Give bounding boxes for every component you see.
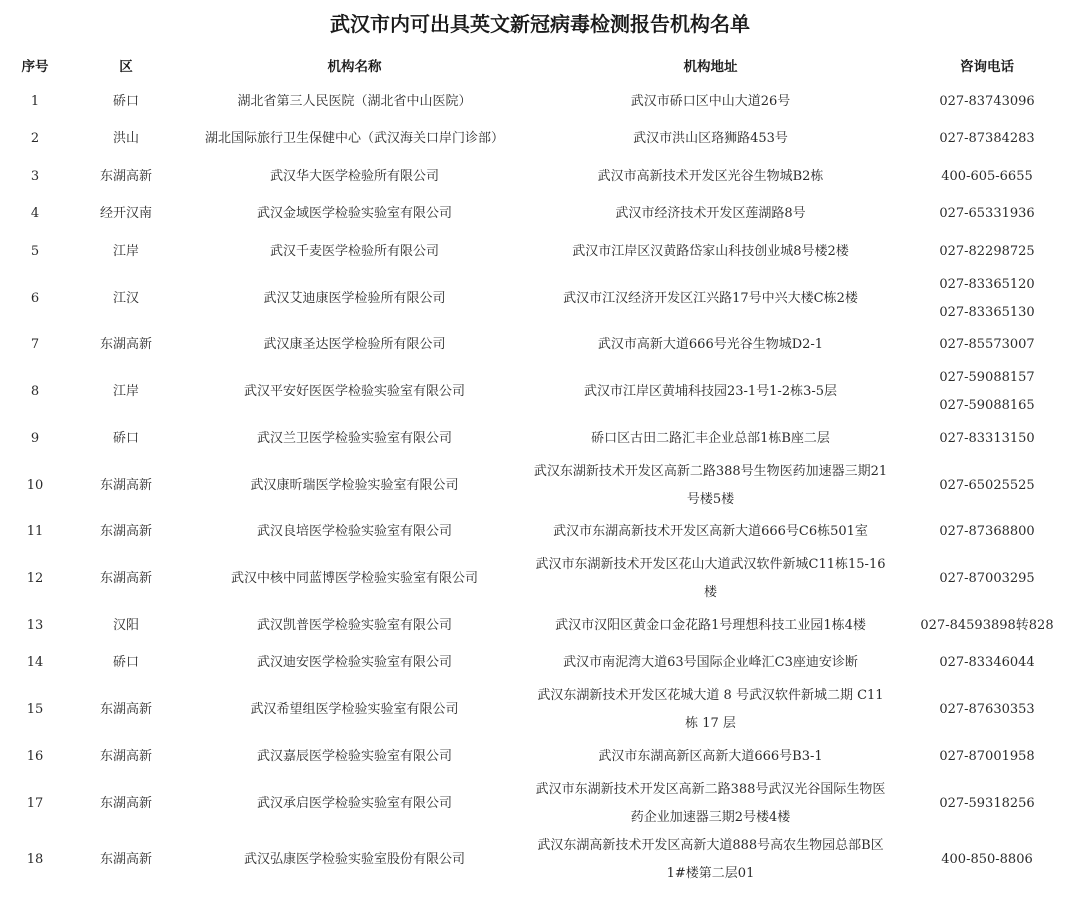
cell-address: 硚口区古田二路汇丰企业总部1栋B座二层	[591, 430, 830, 446]
table-row	[0, 738, 1080, 776]
table-row	[0, 514, 1080, 552]
cell-address: 武汉市江汉经济开发区江兴路17号中兴大楼C栋2楼	[563, 290, 858, 306]
cell-district: 江汉	[112, 290, 139, 306]
cell-address: 武汉市汉阳区黄金口金花路1号理想科技工业园1栋4楼	[555, 617, 866, 633]
phone-number: 027-84593898转828	[920, 617, 1054, 633]
cell-name: 武汉迪安医学检验实验室有限公司	[256, 655, 452, 671]
cell-name: 武汉良培医学检验实验室有限公司	[256, 524, 452, 540]
cell-address: 武汉市洪山区珞狮路453号	[633, 131, 788, 147]
cell-phone	[894, 776, 1080, 832]
table-row	[0, 364, 1080, 420]
cell-phone	[894, 420, 1080, 458]
cell-no: 2	[30, 131, 40, 147]
phone-number: 027-85573007	[939, 337, 1035, 353]
table-body	[0, 83, 1080, 888]
cell-phone	[894, 158, 1080, 196]
cell-no: 7	[30, 337, 40, 353]
cell-phone	[894, 364, 1080, 420]
cell-phone	[894, 83, 1080, 121]
table-row	[0, 420, 1080, 458]
cell-name: 武汉华大医学检验所有限公司	[269, 168, 439, 184]
cell-phone	[894, 682, 1080, 738]
phone-number: 027-59088165	[939, 398, 1035, 413]
cell-name: 武汉中核中同蓝博医学检验实验室有限公司	[230, 571, 478, 586]
phone-number: 027-59318256	[939, 795, 1035, 811]
table-row	[0, 551, 1080, 607]
cell-address: 武汉市高新技术开发区光谷生物城B2栋	[597, 168, 824, 184]
phone-number: 027-83743096	[939, 93, 1035, 109]
cell-address: 武汉市东湖高新技术开发区高新大道666号C6栋501室	[553, 524, 868, 540]
table-row	[0, 682, 1080, 738]
table-row	[0, 645, 1080, 683]
cell-district: 硚口	[112, 655, 139, 671]
table-row	[0, 458, 1080, 514]
cell-name: 湖北国际旅行卫生保健中心（武汉海关口岸门诊部）	[204, 131, 504, 147]
cell-no: 8	[30, 384, 40, 399]
table-row	[0, 196, 1080, 234]
phone-number: 027-87003295	[939, 571, 1035, 586]
cell-district: 经开汉南	[99, 206, 152, 222]
header-name: 机构名称	[327, 59, 382, 75]
phone-number: 027-87630353	[939, 702, 1035, 717]
cell-phone	[894, 458, 1080, 514]
cell-phone	[894, 645, 1080, 683]
cell-name: 武汉凯普医学检验实验室有限公司	[256, 617, 452, 633]
cell-no: 1	[30, 93, 40, 109]
cell-district: 东湖高新	[99, 748, 152, 764]
cell-phone	[894, 233, 1080, 271]
cell-name: 湖北省第三人民医院（湖北省中山医院）	[237, 93, 472, 109]
cell-district: 东湖高新	[99, 571, 152, 586]
cell-phone	[894, 738, 1080, 776]
cell-district: 东湖高新	[99, 168, 152, 184]
phone-number: 027-83365120	[939, 276, 1035, 292]
cell-address: 武汉市江岸区汉黄路岱家山科技创业城8号楼2楼	[572, 243, 849, 259]
phone-number: 027-65025525	[939, 477, 1035, 493]
cell-phone	[894, 196, 1080, 234]
page-title: 武汉市内可出具英文新冠病毒检测报告机构名单	[330, 12, 750, 36]
cell-phone	[894, 514, 1080, 552]
phone-number: 027-83365130	[939, 304, 1035, 320]
table-row	[0, 233, 1080, 271]
cell-no: 11	[26, 524, 44, 540]
phone-number: 027-59088157	[939, 370, 1035, 385]
phone-number: 400-850-8806	[941, 851, 1033, 867]
phone-number: 027-83346044	[939, 655, 1035, 671]
cell-address: 武汉东湖高新技术开发区高新大道888号高农生物园总部B区1#楼第二层01	[537, 837, 884, 881]
cell-address: 武汉东湖新技术开发区高新二路388号生物医药加速器三期21号楼5楼	[533, 463, 888, 507]
table-row	[0, 271, 1080, 327]
cell-phone	[894, 271, 1080, 327]
cell-address: 武汉市江岸区黄埔科技园23-1号1-2栋3-5层	[583, 384, 838, 399]
institution-table	[0, 47, 1080, 888]
cell-name: 武汉兰卫医学检验实验室有限公司	[256, 430, 452, 446]
cell-name: 武汉艾迪康医学检验所有限公司	[263, 290, 446, 306]
cell-phone	[894, 551, 1080, 607]
cell-address: 武汉市东湖新技术开发区高新二路388号武汉光谷国际生物医药企业加速器三期2号楼4楼	[535, 781, 886, 825]
table-row	[0, 121, 1080, 159]
cell-phone	[894, 832, 1080, 888]
phone-number: 027-82298725	[939, 243, 1035, 259]
cell-name: 武汉弘康医学检验实验室股份有限公司	[243, 851, 465, 867]
cell-name: 武汉平安好医医学检验实验室有限公司	[243, 384, 465, 399]
phone-number: 027-65331936	[939, 206, 1035, 222]
cell-no: 10	[26, 477, 44, 493]
cell-district: 硚口	[112, 93, 139, 109]
table-row	[0, 327, 1080, 365]
header-address: 机构地址	[683, 59, 738, 75]
cell-name: 武汉承启医学检验实验室有限公司	[256, 795, 452, 811]
cell-district: 洪山	[112, 131, 139, 147]
table-row	[0, 776, 1080, 832]
cell-no: 12	[26, 571, 44, 586]
cell-district: 江岸	[112, 384, 139, 399]
cell-address: 武汉东湖新技术开发区花城大道 8 号武汉软件新城二期 C11 栋 17 层	[537, 688, 884, 731]
cell-name: 武汉千麦医学检验所有限公司	[269, 243, 439, 259]
cell-address: 武汉市经济技术开发区莲湖路8号	[615, 206, 806, 222]
phone-number: 400-605-6655	[941, 168, 1033, 184]
table-header-row	[0, 47, 1080, 83]
cell-phone	[894, 121, 1080, 159]
cell-address: 武汉市东湖高新区高新大道666号B3-1	[598, 748, 823, 764]
cell-no: 16	[26, 748, 44, 764]
table-row	[0, 158, 1080, 196]
cell-name: 武汉金域医学检验实验室有限公司	[256, 206, 452, 222]
cell-name: 武汉嘉辰医学检验实验室有限公司	[256, 748, 452, 764]
cell-name: 武汉希望组医学检验实验室有限公司	[250, 702, 459, 717]
cell-phone	[894, 607, 1080, 645]
table-row	[0, 832, 1080, 888]
cell-district: 东湖高新	[99, 524, 152, 540]
phone-number: 027-87368800	[939, 524, 1035, 540]
cell-phone	[894, 327, 1080, 365]
cell-district: 东湖高新	[99, 851, 152, 867]
cell-no: 4	[30, 206, 40, 222]
cell-district: 东湖高新	[99, 337, 152, 353]
cell-no: 17	[26, 795, 44, 811]
cell-name: 武汉康昕瑞医学检验实验室有限公司	[250, 477, 459, 493]
cell-district: 东湖高新	[99, 795, 152, 811]
cell-no: 5	[30, 243, 40, 259]
cell-district: 硚口	[112, 430, 139, 446]
cell-name: 武汉康圣达医学检验所有限公司	[263, 337, 446, 353]
cell-no: 6	[30, 290, 40, 306]
table-row	[0, 607, 1080, 645]
cell-no: 3	[30, 168, 40, 184]
cell-no: 18	[26, 851, 44, 867]
cell-district: 汉阳	[112, 617, 139, 633]
cell-no: 13	[26, 617, 44, 633]
cell-address: 武汉市南泥湾大道63号国际企业峰汇C3座迪安诊断	[563, 655, 858, 671]
cell-address: 武汉市东湖新技术开发区花山大道武汉软件新城C11栋15-16楼	[535, 557, 886, 600]
phone-number: 027-87001958	[939, 748, 1035, 764]
cell-no: 9	[30, 430, 40, 446]
header-no: 序号	[21, 59, 49, 75]
cell-district: 江岸	[112, 243, 139, 259]
cell-address: 武汉市高新大道666号光谷生物城D2-1	[597, 337, 824, 353]
cell-no: 14	[26, 655, 44, 671]
header-district: 区	[119, 59, 133, 75]
header-phone: 咨询电话	[960, 59, 1014, 75]
cell-address: 武汉市硚口区中山大道26号	[630, 93, 791, 109]
cell-district: 东湖高新	[99, 702, 152, 717]
cell-district: 东湖高新	[99, 477, 152, 493]
cell-no: 15	[26, 702, 44, 717]
phone-number: 027-83313150	[939, 430, 1035, 446]
table-row	[0, 83, 1080, 121]
phone-number: 027-87384283	[939, 131, 1035, 147]
